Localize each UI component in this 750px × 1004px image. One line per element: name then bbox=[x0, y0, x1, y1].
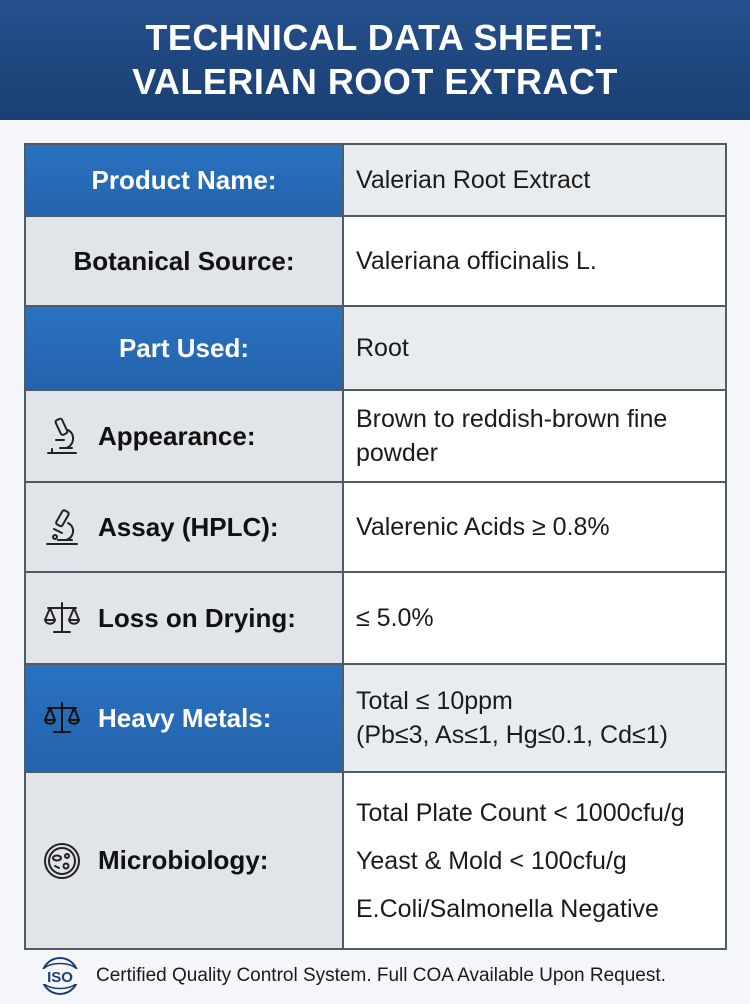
value-line: Brown to reddish-brown fine bbox=[356, 405, 668, 433]
label-part-used: Part Used: bbox=[26, 307, 344, 389]
value-line: E.Coli/Salmonella Negative bbox=[356, 894, 659, 923]
title-line-1: TECHNICAL DATA SHEET: bbox=[145, 17, 605, 58]
label-loss-on-drying bbox=[26, 573, 344, 663]
footer-text: Certified Quality Control System. Full COA Available Upon Request. bbox=[96, 965, 666, 986]
title-line-2: VALERIAN ROOT EXTRACT bbox=[132, 61, 618, 102]
label-text: Loss on Drying: bbox=[98, 602, 296, 633]
value-appearance bbox=[344, 391, 725, 481]
value-line: ≤ 5.0% bbox=[356, 604, 434, 632]
spec-row-assay bbox=[26, 483, 725, 573]
balance-scale-icon bbox=[42, 698, 82, 738]
iso-logo bbox=[36, 956, 84, 996]
spec-row-appearance bbox=[26, 391, 725, 483]
value-line: Valerian Root Extract bbox=[356, 166, 591, 194]
footer bbox=[36, 955, 726, 997]
label-assay bbox=[26, 483, 344, 571]
label-appearance bbox=[26, 391, 344, 481]
value-line: Valerenic Acids ≥ 0.8% bbox=[356, 513, 610, 541]
value-loss-on-drying bbox=[344, 573, 725, 663]
spec-row-botanical-source bbox=[26, 217, 725, 307]
value-line: Total Plate Count < 1000cfu/g bbox=[356, 798, 685, 827]
value-botanical-source bbox=[344, 217, 725, 305]
label-text: Assay (HPLC): bbox=[98, 511, 279, 542]
value-part-used bbox=[344, 307, 725, 389]
iso-mark-text: ISO bbox=[47, 969, 73, 986]
label-text: Appearance: bbox=[98, 420, 256, 451]
balance-scale-icon bbox=[42, 598, 82, 638]
label-botanical-source: Botanical Source: bbox=[26, 217, 344, 305]
value-product-name bbox=[344, 145, 725, 215]
spec-row-product-name bbox=[26, 145, 725, 217]
value-line: Yeast & Mold < 100cfu/g bbox=[356, 846, 627, 875]
value-heavy-metals bbox=[344, 665, 725, 771]
document-header bbox=[0, 0, 750, 120]
label-text: Microbiology: bbox=[98, 845, 269, 875]
petri-dish-icon bbox=[42, 841, 82, 881]
spec-row-heavy-metals bbox=[26, 665, 725, 773]
label-product-name: Product Name: bbox=[26, 145, 344, 215]
value-line: Total ≤ 10ppm bbox=[356, 687, 513, 715]
value-microbiology bbox=[344, 773, 725, 948]
spec-table bbox=[24, 143, 727, 950]
spec-row-microbiology bbox=[26, 773, 725, 948]
value-line: (Pb≤3, As≤1, Hg≤0.1, Cd≤1) bbox=[356, 721, 668, 749]
spec-row-part-used bbox=[26, 307, 725, 391]
microscope-icon bbox=[42, 416, 82, 456]
microscope-icon bbox=[42, 507, 82, 547]
value-line: Root bbox=[356, 334, 409, 362]
value-line: Valeriana officinalis L. bbox=[356, 247, 597, 275]
label-text: Heavy Metals: bbox=[98, 702, 272, 733]
value-line: powder bbox=[356, 439, 438, 467]
value-assay bbox=[344, 483, 725, 571]
label-heavy-metals bbox=[26, 665, 344, 771]
label-microbiology bbox=[26, 773, 344, 948]
spec-row-loss-on-drying bbox=[26, 573, 725, 665]
